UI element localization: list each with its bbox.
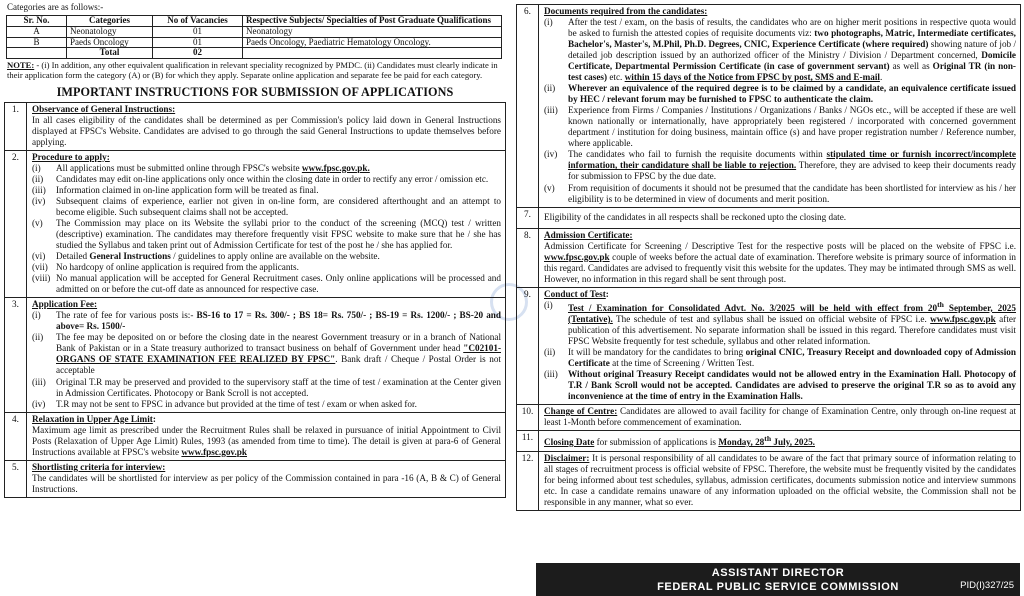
list-item: (viii) No manual application will be accepted for General Recruitment cases. Only online applications will be processed and admitted on or before the cut-off date as announced for respective case. [32,273,501,295]
table-header: Categories [67,15,153,26]
section-text: In all cases eligibility of the candidates shall be determined as per Commission's policy laid down in General Instructions displayed at FPSC's Website. Candidates are advised to go through the said General Instructions to update themselves before applying. [32,114,501,147]
section-change-of-centre: 10. Change of Centre: Candidates are allowed to avail facility for change of Examination Centre, only through on-line request at least 1-Month before commencement of examination. [516,405,1021,431]
table-cell: A [7,26,67,37]
table-header: Sr. No. [7,15,67,26]
table-header: Respective Subjects/ Specialties of Post Graduate Qualifications [243,15,502,26]
section-text: The candidates will be shortlisted for interview as per policy of the Commission contained in para -16 (A, B & C) of General Instructions. [32,472,501,494]
list-item: (v) From requisition of documents it should not be presumed that the candidate has been shortlisted for interview as his / her eligibility is to be determined in view of documents and merit position. [544,182,1016,204]
section-number: 1. [5,103,27,150]
list-item: (vi) Detailed General Instructions / guidelines to apply online are available on the website. [32,251,380,262]
section-observance [4,102,506,151]
list-item: (iii) Experience from Firms / Companies / Institutions / Organizations / Banks / NGOs etc., will be accepted if these are well known nationally or internationally, have appropriately been registered / incorporated with concerned government department / institution for doing business, maintain office (s) and have proper registration number / Reference number, where applicable. [544,105,1016,149]
list-item: (v) The Commission may place on its Website the syllabi prior to the conduct of the screening (MCQ) test / written (descriptive) examination. The candidates may therefore frequently visit FPSC website to make sure that he / she has studied the Syllabus and taken print out of Admission Certificate for test of the post he / she has applied for. [32,218,501,251]
vacancies-table [6,15,502,60]
website-link[interactable]: www.fpsc.gov.pk [544,251,610,262]
list-item: (i) Test / Examination for Consolidated Advt. No. 3/2025 will be held with effect from 20th September, 2025 (Tentative). The schedule of test and syllabus shall be issued on official website of FPSC i.e. www.fpsc.gov.pk after publication of this advertisement. No separate information shall be issued in this regard. Therefore candidates must visit FPSC Website frequently for test schedule, syllabus and other related information. [544,299,1017,346]
section-title: Relaxation in Upper Age Limit [32,413,153,424]
categories-heading: Categories are as follows:- [7,2,104,12]
list-item: (iii) Without original Treasury Receipt candidates would not be allowed entry in the Examination Hall. Photocopy of T.R / Bank Scroll would not be accepted. Candidates are advised to preserve the original T.R so as to avoid any inconvenience at the time of entry in the Examination Halls. [544,369,1016,402]
section-disclaimer: 12. Disclaimer: It is personal responsibility of all candidates to be aware of the fact that primary source of information relating to all stages of recruitment process is official website of FPSC. Therefore, the website must be frequently visited by the candidates for being informed about test schedules, syllabus, admission certificates, documents submission notice and interview summons etc. In case a candidate remains unaware of any information uploaded on the official website, the Commission shall not be responsible in any manner, what so ever. [516,452,1021,511]
list-item: (ii) The fee may be deposited on or before the closing date in the nearest Government treasury or in a branch of National Bank of Pakistan or in a State treasury authorized to transact business on behalf of Government under head "C02101-ORGANS OF STATE EXAMINATION FEE REALIZED BY FPSC". Bank draft / Cheque / Postal Order is not acceptable [32,332,501,376]
section-fee [4,298,506,412]
table-cell: 01 [153,37,243,48]
section-number: 4. [5,413,27,460]
list-item: (i) After the test / exam, on the basis of results, the candidates who are on higher merit positions in respective quota would be asked to furnish the attested copies of requisite documents viz: two photographs, Matric, Intermediate certificates, Bachelor's, Master's, M.Phil, Ph.D. Degrees, CNIC, Experience Certificate (where required) showing nature of job / detailed job description issued by an authorized officer of the Ministry / Division / Department concerned, Domicile Certificate, Departmental Permission Certificate (in case of government servant) as well as Original TR (in non-test cases) etc. within 15 days of the Notice from FPSC by post, SMS and E-mail. [544,17,1017,83]
section-title: Procedure to apply: [32,151,110,162]
section-number: 12. [517,452,539,510]
section-title: Closing Date [544,437,595,448]
table-row [7,37,502,48]
section-number: 11. [517,431,539,451]
section-title: Disclaimer: [544,453,590,464]
section-number: 10. [517,405,539,430]
section-number: 2. [5,151,27,297]
website-link[interactable]: www.fpsc.gov.pk. [301,162,370,173]
website-link[interactable]: www.fpsc.gov.pk [930,313,996,324]
section-title: Change of Centre: [544,406,618,417]
website-link[interactable]: www.fpsc.gov.pk [181,446,248,457]
table-cell: Paeds Oncology [67,37,153,48]
table-cell: Neonatology [67,26,153,37]
list-item: (ii) Candidates may edit on-line applications only once within the closing date in order to rectify any error / omission etc. [32,173,489,184]
section-closing-date: 11. Closing Date for submission of applications is Monday, 28th July, 2025. [516,431,1021,452]
table-note [7,61,503,81]
table-cell: 01 [153,26,243,37]
table-header: No of Vacancies [153,15,243,26]
list-item: (ii) Wherever an equivalence of the required degree is to be claimed by a candidate, an equivalence certificate issued by HEC / relevant forum may be furnished to FPSC to authenticate the claim. [544,83,1016,105]
section-number: 3. [5,298,27,411]
total-value: 02 [153,48,243,59]
table-total-row [7,48,502,59]
section-admission-certificate: 8. Admission Certificate: Admission Certificate for Screening / Descriptive Test for the respective posts will be placed on the website of FPSC i.e. www.fpsc.gov.pk couple of weeks before the actual date of examination. Therefore website is primary source of information in this regard. Candidates are advised to frequently visit this website for the updates. They may be intimated through SMS as well. However, no information in this regard shall be sent through post. [516,229,1021,288]
note-text: - (i) In addition, any other equivalent qualification in relevant speciality recognized by PMDC. (ii) Candidates must clearly indicate in their application form the category (A) or (B) for which they apply. Separate online application and separate fee be paid for each category. [7,60,498,81]
organization-name: FEDERAL PUBLIC SERVICE COMMISSION [657,581,899,594]
section-title: Conduct of Test [544,288,606,299]
instructions-title: IMPORTANT INSTRUCTIONS FOR SUBMISSION OF APPLICATIONS [56,85,454,100]
section-conduct-of-test: 9. Conduct of Test: (i) Test / Examination for Consolidated Advt. No. 3/2025 will be held with effect from 20th September, 2025 (Tentative). The schedule of test and syllabus shall be issued on official website of FPSC i.e. www.fpsc.gov.pk after publication of this advertisement. No separate information shall be issued in this regard. Therefore candidates must visit FPSC Website frequently for test schedule, syllabus and other related information. (ii) It will be mandatory for the candidates to bring original CNIC, Treasury Receipt and downloaded copy of Admission Certificate at the time of Screening / Written Test. (iii) Without original Treasury Receipt candidates would not be allowed entry in the Examination Hall. Photocopy of T.R / Bank Scroll would not be accepted. Candidates are advised to preserve the original T.R so as to avoid any inconvenience at the time of entry in the Examination Halls. [516,288,1021,405]
section-number: 8. [517,229,539,287]
list-item: (iii) Original T.R may be preserved and provided to the supervisory staff at the time of test / examination at the Center given in Admission Certificates. Photocopy or Bank Scroll is not accepted. [32,376,501,398]
list-item: (i) The rate of fee for various posts is:- BS-16 to 17 = Rs. 300/- ; BS 18= Rs. 750/- ; BS-19 = Rs. 1200/- ; BS-20 and above= Rs. 1500/- [32,310,502,332]
section-title: Documents required from the candidates: [544,6,708,16]
list-item: (ii) It will be mandatory for the candidates to bring original CNIC, Treasury Receipt and downloaded copy of Admission Certificate at the time of Screening / Written Test. [544,346,1016,368]
left-column [4,0,506,498]
list-item: (iv) The candidates who fail to furnish the requisite documents within stipulated time or furnish incorrect/incomplete information, their candidature shall be liable to rejection. Therefore, they are advised to keep their documents ready for submission to FPSC by the due date. [544,149,1016,182]
list-item: (vii) No hardcopy of online application is required from the applicants. [32,262,299,273]
section-age-relaxation: 4. Relaxation in Upper Age Limit: Maximum age limit as prescribed under the Recruitment Rules shall be relaxed in pursuance of initial Appointment to Civil Posts (Relaxation of Upper Age Limit) Rules, 1993 (as amended from time to time). The detail is given at para-6 of General Instructions available at FPSC's website www.fpsc.gov.pk [4,413,506,461]
section-number: 9. [517,288,539,404]
right-column [516,4,1021,511]
list-item: (iii) Information claimed in on-line application form will be treated as final. [32,184,319,195]
list-item: (iv) Subsequent claims of experience, earlier not given in on-line form, are considered afterthought and an attempt to become eligible. Such subsequent claims shall not be accepted. [32,196,501,218]
table-header-row [7,15,502,26]
section-procedure [4,151,506,298]
table-cell: Neonatology [243,26,502,37]
section-shortlisting [4,461,506,498]
section-number: 6. [517,5,539,207]
section-title: Application Fee: [32,299,98,310]
note-label: NOTE: [7,60,35,71]
section-documents [516,4,1021,208]
fee-rates: BS-16 to 17 = Rs. 300/- ; BS 18= Rs. 750/- ; BS-19 = Rs. 1200/- ; BS-20 and above= Rs. 1500/- [56,310,502,332]
signatory-title: ASSISTANT DIRECTOR [711,567,845,579]
section-text: Eligibility of the candidates in all respects shall be reckoned upto the closing date. [544,211,847,222]
section-title: Observance of General Instructions: [32,103,176,114]
fee-head: "C02101-ORGANS OF STATE EXAMINATION FEE REALIZED BY FPSC" [56,343,501,365]
section-number: 5. [5,461,27,497]
list-item: (iv) T.R may not be sent to FPSC in advance but provided at the time of test / exam or when asked for. [32,398,417,409]
pid-number: PID(I)327/25 [960,579,1014,591]
table-cell: B [7,37,67,48]
table-row [7,26,502,37]
table-cell: Paeds Oncology, Paediatric Hematology Oncology. [243,37,502,48]
total-label: Total [67,48,153,59]
section-eligibility [516,208,1021,229]
section-title: Admission Certificate: [544,229,633,240]
section-title: Shortlisting criteria for interview: [32,461,166,472]
closing-date: Monday, 28th July, 2025. [718,434,815,448]
signature-block [536,563,1020,596]
list-item: (i) All applications must be submitted online through FPSC's website www.fpsc.gov.pk. [32,162,370,173]
section-number: 7. [517,208,539,228]
